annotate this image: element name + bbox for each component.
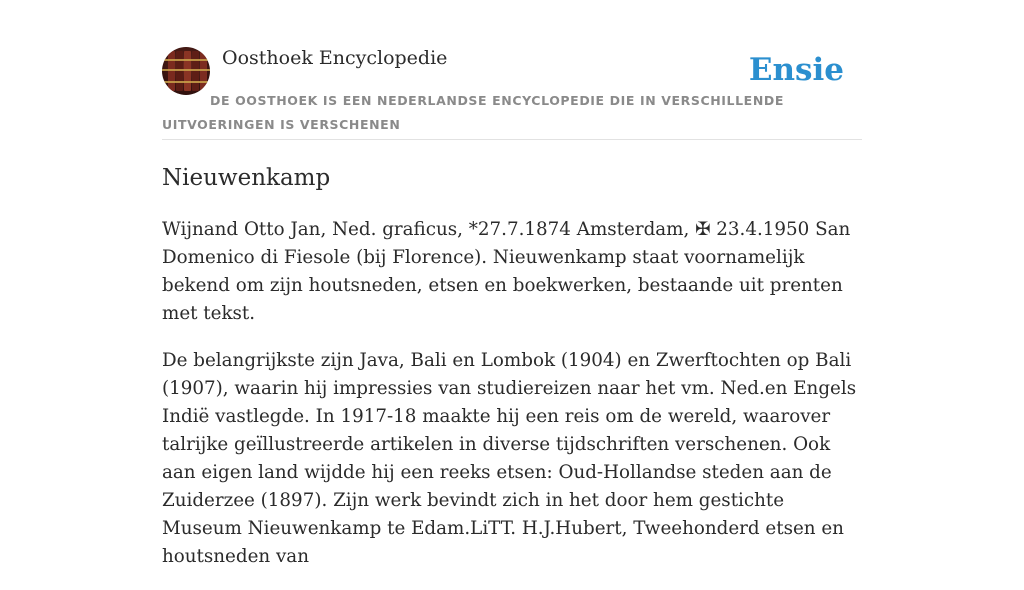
book-spine <box>192 51 199 91</box>
book-gilding <box>162 59 210 61</box>
article-paragraph: De belangrijkste zijn Java, Bali en Lombok (1904) en Zwerftochten op Bali (1907), waarin hij impressies van studiereizen naar het vm. Ned.en Engels Indië vastlegde. In 1917-18 maakte hij een reis om de wereld, waarover talrijke geïllustreerde artikelen in diverse tijdschriften verschenen. Ook aan eigen land wijdde hij een reeks etsen: Oud-Hollandse steden aan de Zuiderzee (1897). Zijn werk bevindt zich in het door hem gestichte Museum Nieuwenkamp te Edam.LiTT. H.J.Hubert, Tweehonderd etsen en houtsneden van <box>162 350 857 567</box>
book-gilding <box>162 69 210 71</box>
book-spine <box>176 51 183 91</box>
article-body <box>162 216 862 590</box>
article-paragraph: Wijnand Otto Jan, Ned. graficus, *27.7.1874 Amsterdam, ✠ 23.4.1950 San Domenico di Fiesole (bij Florence). Nieuwenkamp staat voornamelijk bekend om zijn houtsneden, etsen en boekwerken, bestaande uit prenten met tekst. <box>162 219 851 324</box>
article-title: Nieuwenkamp <box>162 165 331 191</box>
book-spine <box>200 51 207 91</box>
book-gilding <box>162 81 210 83</box>
book-spine <box>168 51 175 91</box>
site-name-link[interactable]: Oosthoek Encyclopedie <box>222 47 448 69</box>
site-header <box>162 0 862 140</box>
site-tagline: DE OOSTHOEK IS EEN NEDERLANDSE ENCYCLOPEDIE DIE IN VERSCHILLENDE UITVOERINGEN IS VERSCHENEN <box>162 93 784 132</box>
page <box>162 0 862 567</box>
brand-logo[interactable]: Ensie <box>748 52 844 88</box>
encyclopedia-books-icon[interactable] <box>162 47 210 95</box>
book-spine <box>184 51 191 91</box>
